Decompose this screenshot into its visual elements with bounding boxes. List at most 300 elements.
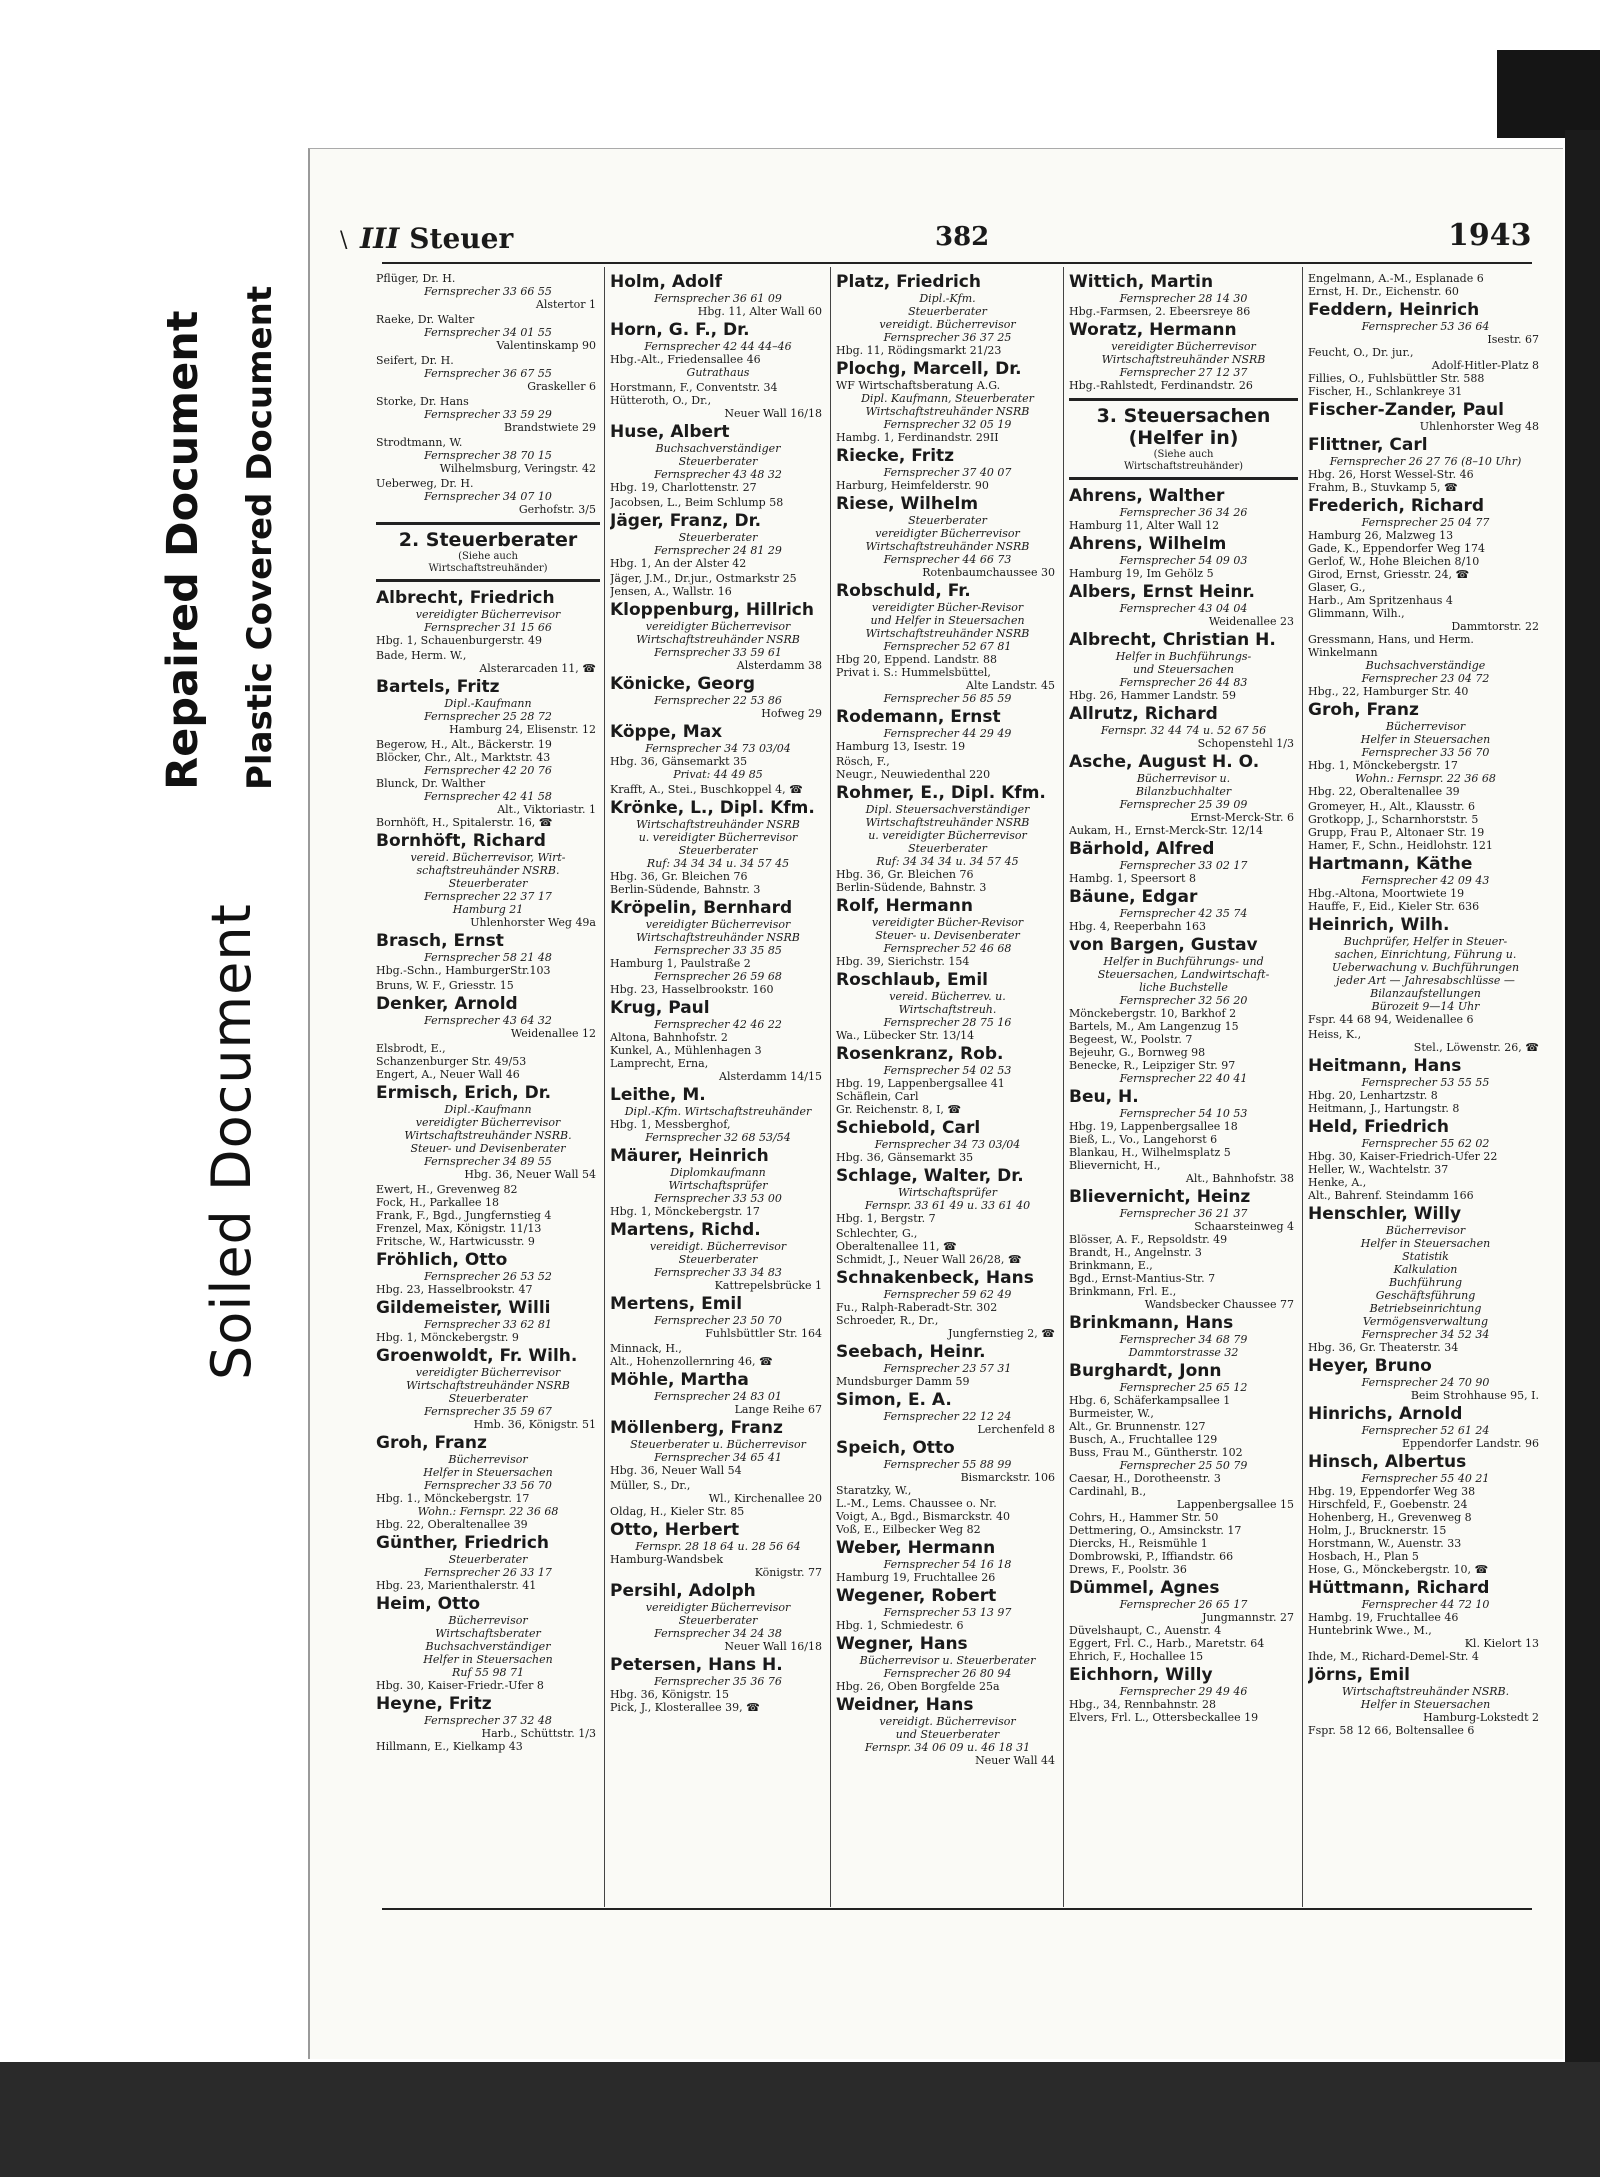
entry-name: von Bargen, Gustav bbox=[1069, 935, 1258, 955]
directory-column-5 bbox=[1308, 272, 1543, 1912]
entry-detail: Bürozeit 9—14 Uhr bbox=[1371, 1000, 1480, 1013]
entry-address: Strodtmann, W. bbox=[376, 436, 463, 449]
column-divider bbox=[1063, 267, 1064, 1907]
entry-address: Dombrowski, P., Iffiandstr. 66 bbox=[1069, 1550, 1234, 1563]
entry-address: Pick, J., Klosterallee 39, ☎ bbox=[610, 1701, 760, 1714]
entry-address: Neuer Wall 16/18 bbox=[724, 407, 822, 420]
entry-detail: Betriebseinrichtung bbox=[1369, 1302, 1482, 1315]
directory-entry bbox=[836, 896, 1059, 968]
header-rule bbox=[382, 262, 1532, 264]
entry-detail: Statistik bbox=[1402, 1250, 1449, 1263]
entry-address: Alstertor 1 bbox=[535, 298, 596, 311]
entry-address: Bismarckstr. 106 bbox=[960, 1471, 1055, 1484]
directory-entry bbox=[836, 1390, 1059, 1436]
entry-name: Schnakenbeck, Hans bbox=[836, 1268, 1034, 1288]
soiled-document-stamp: Soiled Document bbox=[200, 903, 263, 1380]
entry-name: Henschler, Willy bbox=[1308, 1204, 1462, 1224]
entry-address: Raeke, Dr. Walter bbox=[376, 313, 475, 326]
directory-entry bbox=[376, 1433, 600, 1531]
directory-column-2 bbox=[610, 272, 826, 1912]
entry-address: Gerlof, W., Hohe Bleichen 8/10 bbox=[1308, 555, 1480, 568]
entry-detail: Bücherrevisor bbox=[1385, 1224, 1466, 1237]
directory-entry bbox=[376, 1346, 600, 1431]
directory-entry bbox=[610, 1146, 826, 1218]
entry-address: Valentinskamp 90 bbox=[496, 339, 596, 352]
entry-name: Seebach, Heinr. bbox=[836, 1342, 986, 1362]
entry-address: Hbg. 1, Mönckebergstr. 17 bbox=[610, 1205, 760, 1218]
entry-detail: Bücherrevisor bbox=[1385, 720, 1466, 733]
entry-detail: Kalkulation bbox=[1393, 1263, 1458, 1276]
entry-detail: Wohn.: Fernspr. 22 36 68 bbox=[417, 1505, 559, 1518]
entry-detail: Steuerberater bbox=[448, 1392, 528, 1405]
directory-entry bbox=[836, 970, 1059, 1042]
entry-name: Möhle, Martha bbox=[610, 1370, 749, 1390]
directory-entry bbox=[610, 600, 826, 672]
directory-entry bbox=[376, 931, 600, 977]
entry-detail: Ruf 55 98 71 bbox=[452, 1666, 524, 1679]
entry-detail: Fernsprecher 33 62 81 bbox=[424, 1318, 552, 1331]
entry-detail: Wirtschaftstreuhänder NSRB bbox=[636, 818, 800, 831]
directory-entry bbox=[610, 1655, 826, 1714]
entry-address: Blankau, H., Wilhelmsplatz 5 bbox=[1069, 1146, 1231, 1159]
entry-detail: Wirtschaftstreuhänder NSRB. bbox=[1341, 1685, 1510, 1698]
entry-detail: Fernsprecher 59 62 49 bbox=[883, 1288, 1012, 1301]
entry-detail: Wirtschaftstreuhänder NSRB bbox=[1101, 353, 1266, 366]
entry-address: Ernst-Merck-Str. 6 bbox=[1190, 811, 1294, 824]
entry-detail: Fernsprecher 37 40 07 bbox=[883, 466, 1012, 479]
entry-detail: Helfer in Steuersachen bbox=[1360, 1698, 1491, 1711]
entry-address: Ihde, M., Richard-Demel-Str. 4 bbox=[1308, 1650, 1479, 1663]
entry-address: Girod, Ernst, Griesstr. 24, ☎ bbox=[1308, 568, 1470, 581]
entry-address: Pflüger, Dr. H. bbox=[376, 272, 456, 285]
entry-address: Hamburg 19, Fruchtallee 26 bbox=[836, 1571, 996, 1584]
entry-address: Fspr. 58 12 66, Boltensallee 6 bbox=[1308, 1724, 1475, 1737]
entry-address: Alt., Gr. Brunnenstr. 127 bbox=[1069, 1420, 1206, 1433]
entry-detail: Fernsprecher 33 59 61 bbox=[654, 646, 782, 659]
directory-entry bbox=[610, 496, 826, 509]
entry-detail: Fernsprecher 33 35 85 bbox=[654, 944, 782, 957]
entry-name: Rosenkranz, Rob. bbox=[836, 1044, 1004, 1064]
entry-address: Engelmann, A.-M., Esplanade 6 bbox=[1308, 272, 1484, 285]
entry-address: Rotenbaumchaussee 30 bbox=[922, 566, 1055, 579]
entry-detail: Fernsprecher 25 50 79 bbox=[1119, 1459, 1248, 1472]
directory-entry bbox=[1308, 1056, 1543, 1115]
entry-name: Bäune, Edgar bbox=[1069, 887, 1198, 907]
entry-detail: Bücherrevisor u. bbox=[1136, 772, 1231, 785]
entry-detail: Fernsprecher 34 89 55 bbox=[424, 1155, 552, 1168]
entry-address: Hbg. 22, Oberaltenallee 39 bbox=[1308, 785, 1460, 798]
entry-address: Alsterdamm 14/15 bbox=[719, 1070, 822, 1083]
directory-entry bbox=[836, 494, 1059, 579]
entry-address: Brinkmann, Frl. E., bbox=[1069, 1285, 1177, 1298]
entry-address: Neuer Wall 44 bbox=[975, 1754, 1055, 1767]
entry-detail: Fernsprecher 42 09 43 bbox=[1361, 874, 1490, 887]
directory-entry bbox=[1308, 1578, 1543, 1663]
entry-detail: Steuerberater bbox=[678, 1253, 758, 1266]
entry-address: Harb., Schüttstr. 1/3 bbox=[481, 1727, 596, 1740]
entry-address: Fillies, O., Fuhlsbüttler Str. 588 bbox=[1308, 372, 1485, 385]
entry-name: Günther, Friedrich bbox=[376, 1533, 550, 1553]
entry-detail: Steuersachen, Landwirtschaft- bbox=[1097, 968, 1270, 981]
entry-detail: Bücherrevisor u. Steuerberater bbox=[859, 1654, 1036, 1667]
entry-detail: Fernsprecher 34 65 41 bbox=[654, 1451, 782, 1464]
directory-entry bbox=[610, 1418, 826, 1477]
entry-name: Burghardt, Jonn bbox=[1069, 1361, 1222, 1381]
entry-name: Schiebold, Carl bbox=[836, 1118, 981, 1138]
directory-entry bbox=[376, 354, 600, 393]
entry-detail: Fernsprecher 34 73 03/04 bbox=[874, 1138, 1021, 1151]
entry-address: Heiss, K., bbox=[1308, 1028, 1362, 1041]
entry-name: Mäurer, Heinrich bbox=[610, 1146, 769, 1166]
entry-name: Dümmel, Agnes bbox=[1069, 1578, 1220, 1598]
entry-name: Rodemann, Ernst bbox=[836, 707, 1001, 727]
column-divider bbox=[604, 267, 605, 1907]
directory-entry bbox=[610, 722, 826, 781]
entry-detail: Fernsprecher 43 64 32 bbox=[424, 1014, 552, 1027]
entry-detail: Wirtschaftstreuhänder NSRB bbox=[636, 931, 800, 944]
entry-name: Mertens, Emil bbox=[610, 1294, 743, 1314]
entry-detail: Fernsprecher 55 62 02 bbox=[1361, 1137, 1490, 1150]
entry-address: Jensen, A., Wallstr. 16 bbox=[610, 585, 732, 598]
entry-detail: Fernsprecher 44 72 10 bbox=[1361, 1598, 1490, 1611]
entry-address: Hbg. 19, Eppendorfer Weg 38 bbox=[1308, 1485, 1476, 1498]
entry-detail: Fernsprecher 56 85 59 bbox=[883, 692, 1012, 705]
entry-address: Aukam, H., Ernst-Merck-Str. 12/14 bbox=[1069, 824, 1263, 837]
entry-address: Hbg.-Rahlstedt, Ferdinandstr. 26 bbox=[1069, 379, 1253, 392]
entry-address: Wilhelmsburg, Veringstr. 42 bbox=[439, 462, 596, 475]
entry-address: Gr. Reichenstr. 8, I, ☎ bbox=[836, 1103, 962, 1116]
entry-detail: Buchprüfer, Helfer in Steuer- bbox=[1343, 935, 1508, 948]
directory-entry bbox=[1308, 1404, 1543, 1450]
entry-address: Hbg. 4, Reeperbahn 163 bbox=[1069, 920, 1207, 933]
directory-entry bbox=[1069, 1578, 1298, 1663]
directory-entry bbox=[610, 783, 826, 796]
entry-address: Fu., Ralph-Raberadt-Str. 302 bbox=[836, 1301, 998, 1314]
entry-address: Ewert, H., Grevenweg 82 bbox=[376, 1183, 518, 1196]
entry-address: Elsbrodt, E., bbox=[376, 1042, 446, 1055]
entry-address: Dammtorstr. 22 bbox=[1451, 620, 1539, 633]
entry-address: Alt., Viktoriastr. 1 bbox=[497, 803, 596, 816]
directory-entry bbox=[1069, 272, 1298, 318]
directory-column-1 bbox=[376, 272, 600, 1912]
entry-detail: Helfer in Steuersachen bbox=[423, 1466, 553, 1479]
entry-detail: Fernsprecher 32 56 20 bbox=[1119, 994, 1248, 1007]
directory-entry bbox=[1069, 534, 1298, 580]
entry-detail: Steuerberater bbox=[448, 1553, 528, 1566]
directory-entry bbox=[376, 477, 600, 516]
entry-detail: vereidigter Bücherrevisor bbox=[875, 527, 1020, 540]
entry-detail: Fernsprecher 52 67 81 bbox=[883, 640, 1012, 653]
directory-entry bbox=[1308, 915, 1543, 1026]
entry-name: Flittner, Carl bbox=[1308, 435, 1428, 455]
entry-address: Jäger, J.M., Dr.jur., Ostmarkstr 25 bbox=[610, 572, 797, 585]
entry-detail: Fernspr. 32 44 74 u. 52 67 56 bbox=[1100, 724, 1267, 737]
entry-address: Hbg., 22, Hamburger Str. 40 bbox=[1308, 685, 1469, 698]
entry-detail: Fernsprecher 35 59 67 bbox=[424, 1405, 552, 1418]
directory-entry bbox=[1069, 704, 1298, 750]
entry-detail: Fernsprecher 58 21 48 bbox=[424, 951, 552, 964]
entry-address: Oldag, H., Kieler Str. 85 bbox=[610, 1505, 745, 1518]
entry-address: Huntebrink Wwe., M., bbox=[1308, 1624, 1432, 1637]
entry-address: Holm, J., Brucknerstr. 15 bbox=[1308, 1524, 1447, 1537]
entry-detail: Dipl. Kaufmann, Steuerberater bbox=[861, 392, 1034, 405]
entry-address: Weidenallee 23 bbox=[1208, 615, 1294, 628]
section-title: Steuer bbox=[409, 222, 514, 255]
entry-address: Schopenstehl 1/3 bbox=[1197, 737, 1294, 750]
entry-detail: Fernsprecher 42 35 74 bbox=[1119, 907, 1248, 920]
entry-address: Hamburg 1, Paulstraße 2 bbox=[610, 957, 751, 970]
entry-detail: schaftstreuhänder NSRB. bbox=[416, 864, 560, 877]
directory-entry bbox=[610, 898, 826, 996]
entry-detail: Fernspr. 28 18 64 u. 28 56 64 bbox=[635, 1540, 801, 1553]
directory-entry bbox=[1308, 1665, 1543, 1737]
entry-name: Weidner, Hans bbox=[836, 1695, 974, 1715]
entry-name: Denker, Arnold bbox=[376, 994, 518, 1014]
entry-name: Roschlaub, Emil bbox=[836, 970, 988, 990]
entry-address: Hamburg-Lokstedt 2 bbox=[1423, 1711, 1539, 1724]
entry-address: Neuer Wall 16/18 bbox=[724, 1640, 822, 1653]
entry-address: Glaser, G., bbox=[1308, 581, 1366, 594]
entry-address: Stel., Löwenstr. 26, ☎ bbox=[1413, 1041, 1539, 1054]
entry-detail: Wirtschaftsprüfer bbox=[668, 1179, 768, 1192]
entry-detail: Fernsprecher 22 37 17 bbox=[424, 890, 552, 903]
entry-detail: Fernsprecher 33 56 70 bbox=[424, 1479, 552, 1492]
entry-name: Groh, Franz bbox=[376, 1433, 487, 1453]
entry-address: Hbg. 1, An der Alster 42 bbox=[610, 557, 747, 570]
entry-detail: Helfer in Steuersachen bbox=[1360, 1237, 1491, 1250]
entry-address: Isestr. 67 bbox=[1487, 333, 1539, 346]
entry-address: Grupp, Frau P., Altonaer Str. 19 bbox=[1308, 826, 1485, 839]
section-heading-box bbox=[376, 522, 600, 582]
entry-name: Groenwoldt, Fr. Wilh. bbox=[376, 1346, 578, 1366]
entry-address: Hohenberg, H., Grevenweg 8 bbox=[1308, 1511, 1472, 1524]
entry-address: Hbg 20, Eppend. Landstr. 88 bbox=[836, 653, 997, 666]
entry-name: Plochg, Marcell, Dr. bbox=[836, 359, 1022, 379]
directory-entry bbox=[610, 381, 826, 420]
entry-detail: und Steuersachen bbox=[1132, 663, 1235, 676]
entry-address: Kattrepelsbrücke 1 bbox=[714, 1279, 822, 1292]
entry-name: Hüttmann, Richard bbox=[1308, 1578, 1490, 1598]
directory-entry bbox=[610, 1085, 826, 1144]
directory-entry bbox=[1308, 435, 1543, 494]
entry-address: Schroeder, R., Dr., bbox=[836, 1314, 939, 1327]
entry-address: Seifert, Dr. H. bbox=[376, 354, 454, 367]
directory-entry bbox=[376, 395, 600, 434]
entry-detail: Buchsachverständige bbox=[1365, 659, 1486, 672]
entry-address: Hamburg 24, Elisenstr. 12 bbox=[449, 723, 596, 736]
entry-address: Hbg. 11, Alter Wall 60 bbox=[697, 305, 822, 318]
directory-entry bbox=[376, 1250, 600, 1296]
entry-address: Hbg. 6, Schäferkampsallee 1 bbox=[1069, 1394, 1231, 1407]
entry-detail: vereidigt. Bücherrevisor bbox=[879, 318, 1016, 331]
entry-name: Heyne, Fritz bbox=[376, 1694, 492, 1714]
entry-detail: Fernsprecher 25 28 72 bbox=[424, 710, 552, 723]
entry-name: Asche, August H. O. bbox=[1069, 752, 1260, 772]
entry-detail: Fernsprecher 53 13 97 bbox=[883, 1606, 1012, 1619]
directory-entry bbox=[610, 272, 826, 318]
entry-name: Rolf, Hermann bbox=[836, 896, 973, 916]
entry-detail: Fernsprecher 26 59 68 bbox=[654, 970, 782, 983]
entry-detail: vereid. Bücherrevisor, Wirt- bbox=[410, 851, 566, 864]
entry-address: Hamer, F., Schn., Heidlohstr. 121 bbox=[1308, 839, 1493, 852]
entry-address: Hirschfeld, F., Goebenstr. 24 bbox=[1308, 1498, 1468, 1511]
entry-detail: Hamburg 21 bbox=[452, 903, 524, 916]
entry-address: Hbg. 36, Gänsemarkt 35 bbox=[610, 755, 748, 768]
directory-entry bbox=[1069, 1361, 1298, 1576]
entry-detail: Steuerberater bbox=[448, 877, 528, 890]
entry-address: Burmeister, W., bbox=[1069, 1407, 1154, 1420]
entry-address: Ueberweg, Dr. H. bbox=[376, 477, 474, 490]
entry-address: Hambg. 1, Ferdinandstr. 29II bbox=[836, 431, 999, 444]
entry-detail: Fernsprecher 33 53 00 bbox=[654, 1192, 782, 1205]
directory-entry bbox=[610, 1294, 826, 1340]
directory-entry bbox=[610, 798, 826, 896]
entry-name: Frederich, Richard bbox=[1308, 496, 1485, 516]
entry-address: Fritsche, W., Hartwicusstr. 9 bbox=[376, 1235, 535, 1248]
section-heading-note: (Siehe auch bbox=[1153, 449, 1214, 460]
directory-entry bbox=[1069, 752, 1298, 837]
entry-address: Fischer, H., Schlankreye 31 bbox=[1308, 385, 1463, 398]
directory-entry bbox=[376, 738, 600, 829]
directory-entry bbox=[1308, 700, 1543, 798]
entry-detail: Fernsprecher 54 16 18 bbox=[883, 1558, 1012, 1571]
entry-detail: Fernsprecher 54 02 53 bbox=[883, 1064, 1012, 1077]
entry-detail: Fernsprecher 36 67 55 bbox=[424, 367, 552, 380]
entry-detail: Fernsprecher 26 80 94 bbox=[883, 1667, 1012, 1680]
entry-detail: Fernsprecher 42 46 22 bbox=[654, 1018, 782, 1031]
entry-address: Bejeuhr, G., Bornweg 98 bbox=[1069, 1046, 1206, 1059]
entry-name: Jäger, Franz, Dr. bbox=[610, 511, 762, 531]
entry-address: Hbg. 19, Lappenbergsallee 41 bbox=[836, 1077, 1005, 1090]
entry-name: Persihl, Adolph bbox=[610, 1581, 756, 1601]
entry-address: Hbg. 23, Hasselbrookstr. 47 bbox=[376, 1283, 533, 1296]
directory-entry bbox=[610, 1220, 826, 1292]
entry-detail: Wirtschaftstreuhänder NSRB bbox=[406, 1379, 570, 1392]
entry-detail: Fernsprecher 42 20 76 bbox=[424, 764, 552, 777]
entry-detail: Fernsprecher 32 05 19 bbox=[883, 418, 1012, 431]
entry-detail: Wirtschaftsberater bbox=[435, 1627, 541, 1640]
entry-detail: Wirtschaftstreuhänder NSRB bbox=[865, 627, 1030, 640]
entry-detail: Fernsprecher 34 07 10 bbox=[424, 490, 552, 503]
entry-address: L.-M., Lems. Chaussee o. Nr. bbox=[836, 1497, 997, 1510]
entry-address: Uhlenhorster Weg 48 bbox=[1419, 420, 1539, 433]
entry-address: Grotkopp, J., Scharnhorststr. 5 bbox=[1308, 813, 1479, 826]
entry-detail: Fernsprecher 22 53 86 bbox=[654, 694, 782, 707]
entry-address: Weidenallee 12 bbox=[510, 1027, 596, 1040]
entry-name: Holm, Adolf bbox=[610, 272, 723, 292]
entry-detail: Fernsprecher 26 27 76 (8–10 Uhr) bbox=[1329, 455, 1522, 468]
entry-address: Adolf-Hitler-Platz 8 bbox=[1431, 359, 1539, 372]
entry-detail: Fernsprecher 55 40 21 bbox=[1361, 1472, 1490, 1485]
entry-detail: Fernsprecher 52 46 68 bbox=[883, 942, 1012, 955]
entry-detail: Fernsprecher 29 49 46 bbox=[1119, 1685, 1248, 1698]
entry-detail: und Steuerberater bbox=[895, 1728, 1000, 1741]
entry-name: Heim, Otto bbox=[376, 1594, 481, 1614]
entry-address: Jungmannstr. 27 bbox=[1202, 1611, 1294, 1624]
entry-address: Jungfernstieg 2, ☎ bbox=[948, 1327, 1055, 1340]
entry-address: Hbg. 1., Mönckebergstr. 17 bbox=[376, 1492, 530, 1505]
entry-name: Heyer, Bruno bbox=[1308, 1356, 1432, 1376]
entry-detail: Ruf: 34 34 34 u. 34 57 45 bbox=[646, 857, 790, 870]
entry-address: Blöcker, Chr., Alt., Marktstr. 43 bbox=[376, 751, 551, 764]
entry-address: Hamburg-Wandsbek bbox=[610, 1553, 724, 1566]
entry-detail: sachen, Einrichtung, Führung u. bbox=[1334, 948, 1517, 961]
entry-detail: Fernsprecher 53 36 64 bbox=[1361, 320, 1490, 333]
directory-entry bbox=[836, 755, 1059, 781]
entry-address: Benecke, R., Leipziger Str. 97 bbox=[1069, 1059, 1236, 1072]
entry-name: Krug, Paul bbox=[610, 998, 710, 1018]
directory-entry bbox=[610, 511, 826, 570]
entry-address: Alsterdamm 38 bbox=[736, 659, 822, 672]
entry-detail: Fernsprecher 28 75 16 bbox=[883, 1016, 1012, 1029]
entry-address: Gromeyer, H., Alt., Klausstr. 6 bbox=[1308, 800, 1475, 813]
section-roman-numeral: III bbox=[360, 222, 400, 255]
entry-detail: Steuerberater bbox=[678, 1614, 758, 1627]
entry-address: Hmb. 36, Königstr. 51 bbox=[473, 1418, 596, 1431]
entry-detail: Dipl.-Kfm. bbox=[919, 292, 976, 305]
entry-address: Dettmering, O., Amsinckstr. 17 bbox=[1069, 1524, 1242, 1537]
entry-detail: Steuerberater bbox=[678, 455, 758, 468]
directory-entry bbox=[376, 1533, 600, 1592]
entry-address: Hambg. 1, Speersort 8 bbox=[1069, 872, 1196, 885]
directory-entry bbox=[836, 707, 1059, 753]
entry-detail: vereidigt. Bücherrevisor bbox=[649, 1240, 787, 1253]
entry-address: Harburg, Heimfelderstr. 90 bbox=[836, 479, 989, 492]
entry-address: Storke, Dr. Hans bbox=[376, 395, 469, 408]
entry-name: Wegner, Hans bbox=[836, 1634, 968, 1654]
entry-detail: Fernsprecher 25 04 77 bbox=[1361, 516, 1490, 529]
entry-address: Mundsburger Damm 59 bbox=[836, 1375, 970, 1388]
entry-detail: Helfer in Buchführungs- bbox=[1115, 650, 1252, 663]
entry-address: Hbg. 39, Sierichstr. 154 bbox=[836, 955, 970, 968]
entry-address: Schlechter, G., bbox=[836, 1227, 918, 1240]
entry-address: Hbg. 1, Mönckebergstr. 9 bbox=[376, 1331, 519, 1344]
entry-address: Hauffe, F., Eid., Kieler Str. 636 bbox=[1308, 900, 1480, 913]
directory-entry bbox=[376, 588, 600, 647]
plastic-covered-document-stamp: Plastic Covered Document bbox=[240, 285, 280, 790]
entry-detail: Fernsprecher 31 15 66 bbox=[424, 621, 552, 634]
header-mark: \ bbox=[340, 228, 348, 253]
entry-detail: Helfer in Steuersachen bbox=[423, 1653, 553, 1666]
directory-entry bbox=[376, 436, 600, 475]
entry-address: Horstmann, F., Conventstr. 34 bbox=[610, 381, 778, 394]
directory-entry bbox=[1069, 1187, 1298, 1311]
entry-detail: Fernsprecher 24 70 90 bbox=[1361, 1376, 1490, 1389]
entry-detail: u. vereidigter Bücherrevisor bbox=[868, 829, 1027, 842]
directory-entry bbox=[610, 1520, 826, 1579]
entry-detail: Fernsprecher 24 83 01 bbox=[654, 1390, 782, 1403]
entry-address: Hamburg 13, Isestr. 19 bbox=[836, 740, 966, 753]
directory-entry bbox=[1069, 1087, 1298, 1185]
entry-detail: Steuerberater u. Bücherrevisor bbox=[630, 1438, 806, 1451]
entry-address: Brandstwiete 29 bbox=[504, 421, 596, 434]
entry-detail: vereid. Bücherrev. u. bbox=[889, 990, 1006, 1003]
entry-address: Gressmann, Hans, und Herm. bbox=[1308, 633, 1474, 646]
entry-detail: Steuerberater bbox=[678, 844, 758, 857]
directory-entry bbox=[836, 783, 1059, 894]
entry-address: Wandsbecker Chaussee 77 bbox=[1144, 1298, 1294, 1311]
entry-name: Heinrich, Wilh. bbox=[1308, 915, 1450, 935]
directory-entry bbox=[376, 272, 600, 311]
entry-address: Hbg. 19, Charlottenstr. 27 bbox=[610, 481, 757, 494]
directory-entry bbox=[610, 1479, 826, 1518]
entry-name: Horn, G. F., Dr. bbox=[610, 320, 750, 340]
entry-address: Bruns, W. F., Griesstr. 15 bbox=[376, 979, 514, 992]
entry-detail: Fernsprecher 26 53 52 bbox=[424, 1270, 552, 1283]
entry-detail: Steuer- und Devisenberater bbox=[410, 1142, 566, 1155]
entry-detail: Fernsprecher 23 50 70 bbox=[654, 1314, 782, 1327]
repaired-document-stamp: Repaired Document bbox=[158, 310, 208, 790]
